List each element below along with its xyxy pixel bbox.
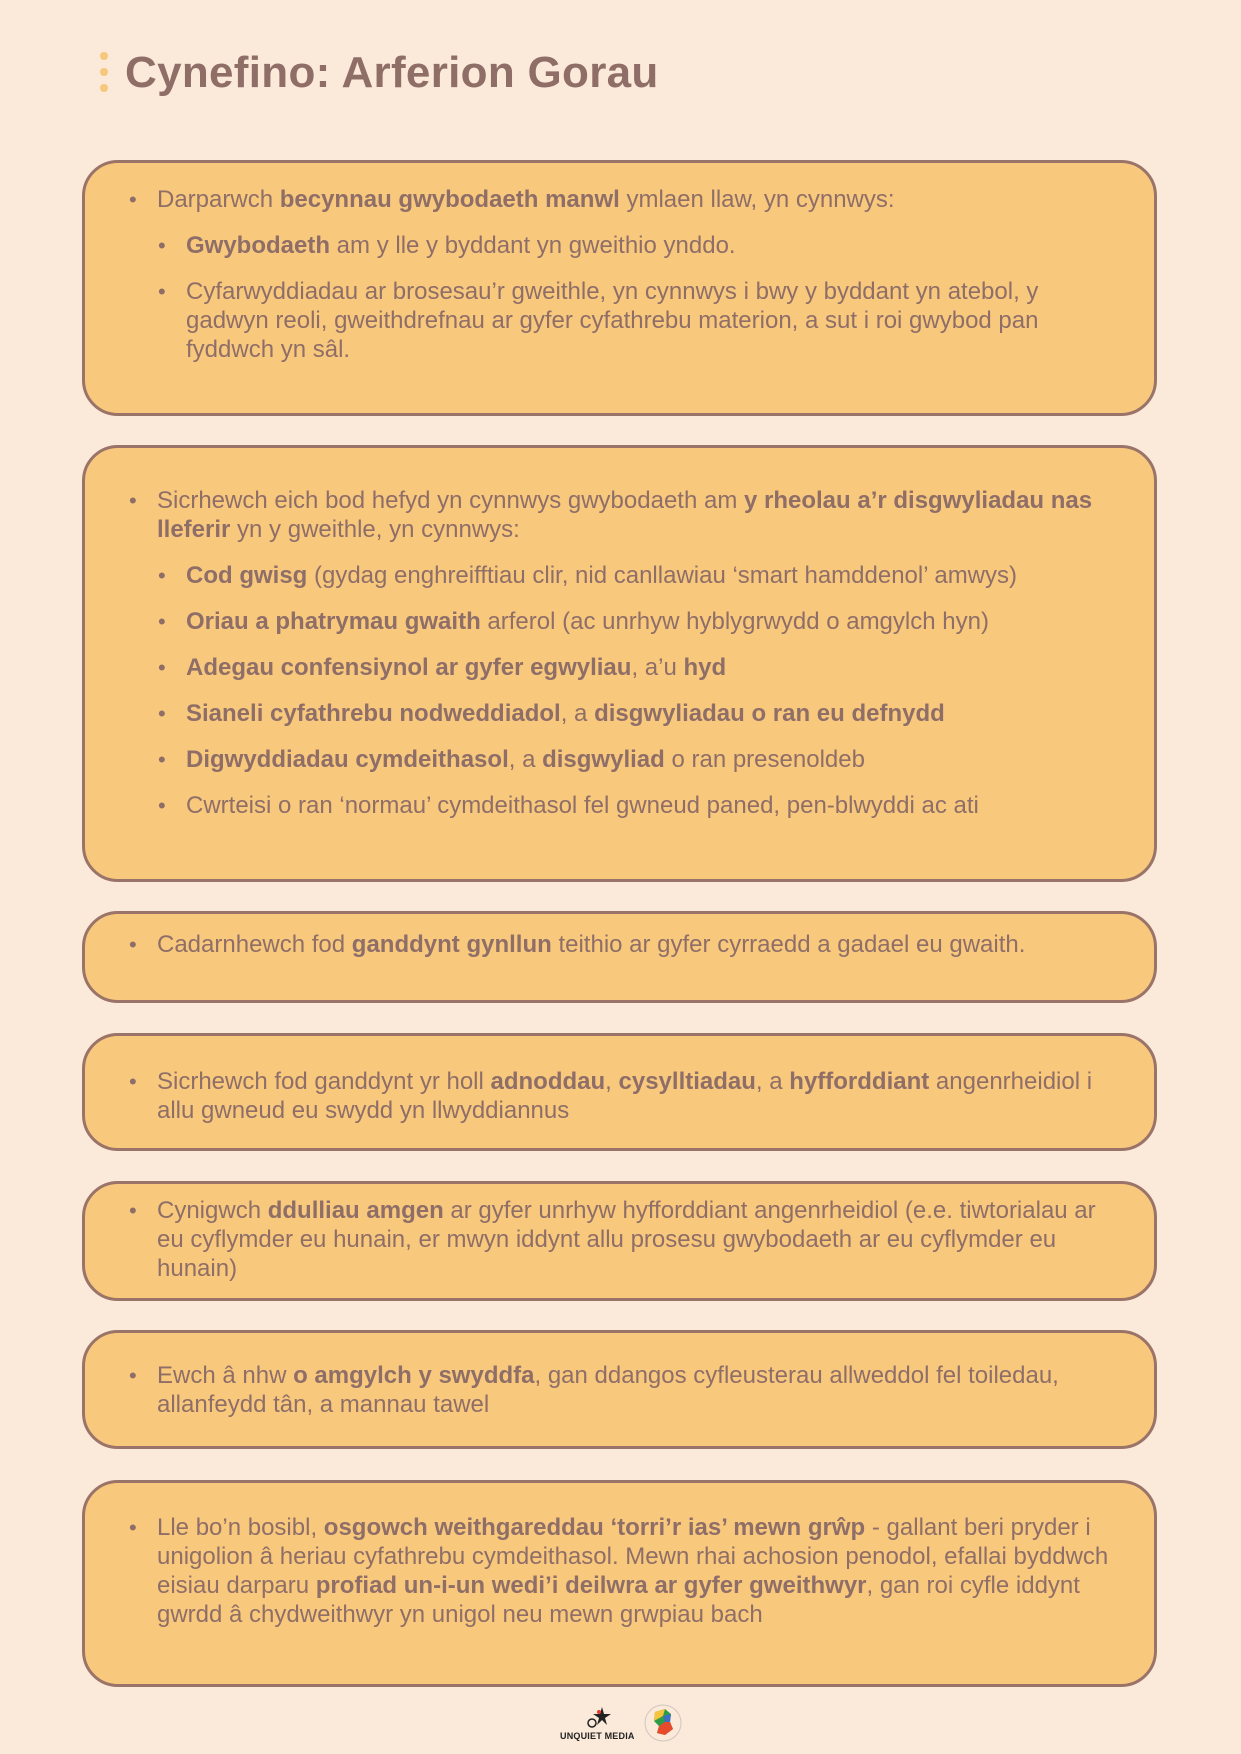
bullet-list (125, 185, 1114, 364)
text: Cynigwch (157, 1197, 268, 1224)
bold-text: disgwyliadau o ran eu defnydd (594, 700, 945, 727)
card-alternative-methods (82, 1181, 1157, 1301)
text: teithio ar gyfer cyrraedd a gadael eu gwaith. (551, 931, 1026, 958)
text: , gan roi cyfle iddynt gwrdd â chydweithwyr yn unigol neu mewn grwpiau bach (157, 1572, 1080, 1628)
sub-bullet-item (154, 231, 1114, 260)
bold-text: Oriau a phatrymau gwaith (186, 608, 481, 635)
bold-text: Cod gwisg (186, 562, 308, 589)
text: Ewch â nhw (157, 1362, 294, 1389)
sub-bullet-item (154, 791, 1114, 820)
bold-text: Sianeli cyfathrebu nodweddiadol (186, 700, 561, 727)
text: am y lle y byddant yn gweithio ynddo. (330, 232, 736, 259)
bold-text: profiad un-i-un wedi’i deilwra ar gyfer gweithwyr (315, 1572, 867, 1599)
wales-colourful-map-icon (643, 1702, 683, 1744)
bullet-item (125, 1196, 1114, 1283)
bullet-list (125, 1513, 1114, 1629)
text: Cadarnhewch fod (157, 931, 352, 958)
bold-text: y rheolau a’r disgwyliadau nas lleferir (157, 487, 1093, 543)
bold-text: hyd (683, 654, 727, 681)
bullet-item (125, 1361, 1114, 1419)
bold-text: o amgylch y swyddfa (293, 1362, 535, 1389)
text: , a’u (631, 654, 684, 681)
sub-bullet-item (154, 277, 1114, 364)
bold-text: osgowch weithgareddau ‘torri’r ias’ mewn grŵp (323, 1514, 866, 1541)
text: arferol (ac unrhyw hyblygrwydd o amgylch hyn) (480, 608, 989, 635)
card-travel-plan (82, 911, 1157, 1003)
bold-text: ganddynt gynllun (351, 931, 552, 958)
bold-text: ddulliau amgen (267, 1197, 444, 1224)
text: Lle bo’n bosibl, (157, 1514, 324, 1541)
sub-bullet-item (154, 699, 1114, 728)
bullet-item (125, 185, 1114, 214)
title-dots-decoration (97, 48, 111, 98)
text: Cwrteisi o ran ‘normau’ cymdeithasol fel gwneud paned, pen-blwyddi ac ati (186, 792, 979, 819)
card-unspoken-rules (82, 445, 1157, 882)
text: , a (755, 1068, 790, 1095)
text: , (605, 1068, 619, 1095)
card-info-packs (82, 160, 1157, 416)
text: ymlaen llaw, yn cynnwys: (619, 186, 895, 213)
sub-bullet-item (154, 745, 1114, 774)
sub-bullet-item (154, 561, 1114, 590)
text: (gydag enghreifftiau clir, nid canllawiau ‘smart hamddenol’ amwys) (307, 562, 1018, 589)
text: Darparwch (157, 186, 280, 213)
text: ar gyfer unrhyw hyfforddiant angenrheidiol (e.e. tiwtorialau ar eu cyflymder eu hunain, er mwyn iddynt allu prosesu gwybodaeth ar eu cyflymder eu hunain) (157, 1197, 1096, 1282)
bold-text: Adegau confensiynol ar gyfer egwyliau (186, 654, 632, 681)
text: , a (560, 700, 595, 727)
sub-bullet-item (154, 607, 1114, 636)
bullet-item (125, 1513, 1114, 1629)
bullet-item (125, 1067, 1114, 1125)
text: Sicrhewch fod ganddynt yr holl (157, 1068, 491, 1095)
title-block (97, 48, 659, 98)
text: Sicrhewch eich bod hefyd yn cynnwys gwybodaeth am (157, 487, 744, 514)
bullet-list (125, 1067, 1114, 1125)
text: Cyfarwyddiadau ar brosesau’r gweithle, yn cynnwys i bwy y byddant yn atebol, y gadwyn reoli, gweithdrefnau ar gyfer cyfathrebu materion, a sut i roi gwybod pan fyddwch yn sâl. (186, 278, 1039, 363)
card-resources (82, 1033, 1157, 1151)
text: angenrheidiol i allu gwneud eu swydd yn llwyddiannus (157, 1068, 1093, 1124)
text: o ran presenoldeb (664, 746, 865, 773)
unquiet-media-logo (560, 1705, 635, 1741)
page-title: Cynefino: Arferion Gorau (125, 48, 659, 97)
card-office-tour (82, 1330, 1157, 1449)
text: , a (508, 746, 543, 773)
bullet-list (125, 486, 1114, 820)
bullet-list (125, 1361, 1114, 1419)
bold-text: Digwyddiadau cymdeithasol (186, 746, 509, 773)
star-mascot-icon (582, 1705, 612, 1731)
text: , gan ddangos cyfleusterau allweddol fel toiledau, allanfeydd tân, a mannau tawel (157, 1362, 1059, 1418)
bold-text: cysylltiadau (618, 1068, 756, 1095)
bold-text: becynnau gwybodaeth manwl (279, 186, 620, 213)
bold-text: Gwybodaeth (186, 232, 331, 259)
bullet-list (125, 930, 1114, 959)
bullet-list (125, 1196, 1114, 1283)
bullet-item (125, 930, 1114, 959)
logo-text: UNQUIET MEDIA (560, 1731, 635, 1741)
footer-logos (560, 1702, 683, 1744)
bold-text: hyfforddiant (789, 1068, 930, 1095)
bullet-item (125, 486, 1114, 544)
sub-bullet-item (154, 653, 1114, 682)
text: yn y gweithle, yn cynnwys: (230, 516, 520, 543)
text: - gallant beri pryder i unigolion â heriau cyfathrebu cymdeithasol. Mewn rhai achosion penodol, efallai byddwch eisiau darparu (157, 1514, 1109, 1599)
bold-text: adnoddau (490, 1068, 606, 1095)
card-icebreakers (82, 1480, 1157, 1687)
bold-text: disgwyliad (542, 746, 665, 773)
